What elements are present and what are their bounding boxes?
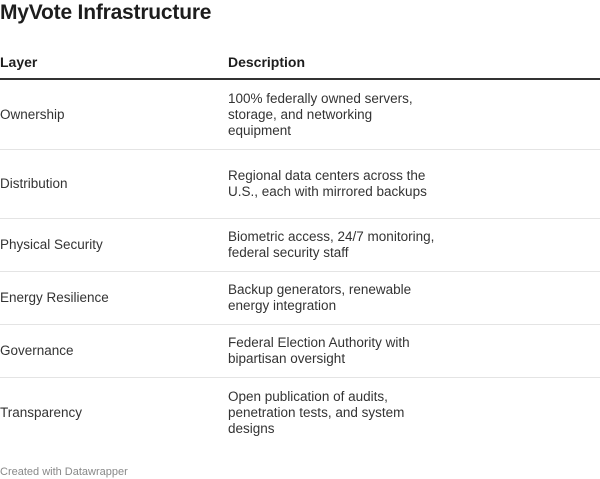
row-description-cell: 100% federally owned servers, storage, and networking equipment <box>228 90 413 138</box>
row-description-cell: Backup generators, renewable energy integration <box>228 282 412 313</box>
column-header-layer: Layer <box>0 54 38 70</box>
row-description-cell: Regional data centers across the U.S., each with mirrored backups <box>228 168 427 199</box>
table-row <box>0 272 600 325</box>
table-header <box>0 44 600 80</box>
column-header-description: Description <box>228 54 306 70</box>
table-row <box>0 325 600 378</box>
table-row <box>0 150 600 219</box>
row-description-cell: Open publication of audits, penetration tests, and system designs <box>228 389 405 436</box>
attribution-footer: Created with Datawrapper <box>0 466 128 478</box>
row-layer-cell: Transparency <box>0 405 83 420</box>
row-description-cell: Biometric access, 24/7 monitoring, federal security staff <box>228 229 435 260</box>
row-layer-cell: Ownership <box>0 106 65 122</box>
page-title: MyVote Infrastructure <box>0 1 212 24</box>
row-layer-cell: Energy Resilience <box>0 290 109 305</box>
row-description-cell: Federal Election Authority with bipartisan oversight <box>228 335 410 366</box>
infrastructure-table <box>0 44 600 448</box>
table-row <box>0 219 600 272</box>
row-layer-cell: Distribution <box>0 176 68 191</box>
table-row <box>0 378 600 448</box>
table-row <box>0 80 600 150</box>
row-layer-cell: Governance <box>0 343 74 358</box>
row-layer-cell: Physical Security <box>0 237 103 252</box>
